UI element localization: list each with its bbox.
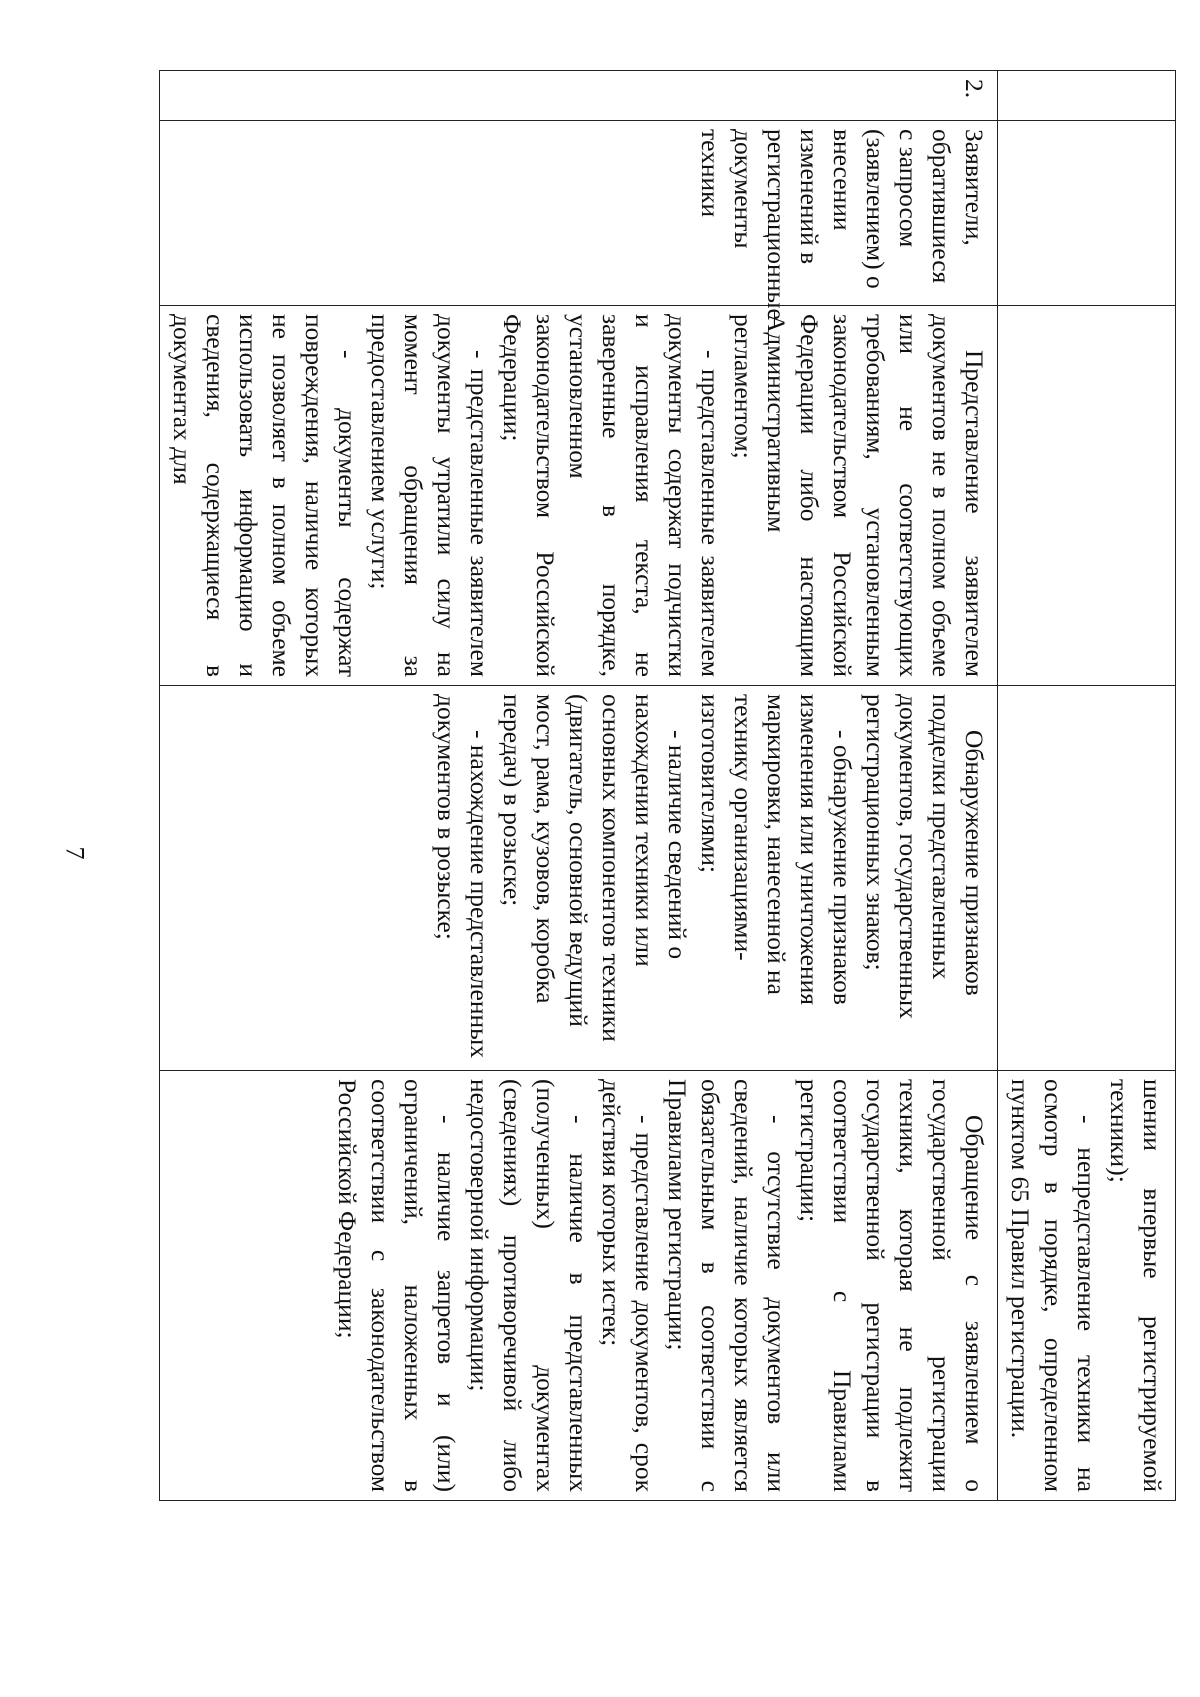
page-number: 7 xyxy=(60,846,90,860)
cell-empty-col4 xyxy=(998,686,1176,1071)
paragraph: - нахождение представленных документов в розыске; xyxy=(432,694,494,1058)
cell-empty-col3 xyxy=(998,306,1176,686)
paragraph: Обнаружение признаков подделки представленных документов, государственных регистрационных знаков; xyxy=(861,694,989,1019)
paragraph: шении впервые регистрируемой техники); xyxy=(1105,1079,1167,1492)
suspension-grounds-cell xyxy=(160,686,998,1071)
paragraph: Представление заявителем документов не в полном объеме или не соответствующих требованиям, установленным законодательством Российской Федерации либо настоящим Административным регламентом; xyxy=(729,314,989,677)
paragraph: - документы содержат повреждения, наличие которых не позволяет в полном объеме использовать информацию и сведения, содержащиеся в документах для xyxy=(168,314,362,677)
paragraph: - обнаружение признаков изменения или уничтожения маркировки, нанесенной на технику организациями-изготовителями; xyxy=(696,694,857,1005)
paragraph: - представление документов, срок действия которых истек; xyxy=(597,1079,659,1492)
requirements-table xyxy=(159,70,1176,1501)
denial-grounds-cell xyxy=(160,1071,998,1501)
cell-continuation-col5 xyxy=(998,1071,1176,1501)
paragraph: - представленные заявителем документы утратили силу на момент обращения за предоставлением услуги; xyxy=(366,314,494,677)
table-row-2 xyxy=(160,71,998,1501)
row-number: 2. xyxy=(160,71,998,121)
applicants-cell: Заявители, обратившиеся с запросом (заявлением) о внесении изменений в регистрационные документы техники xyxy=(160,121,998,306)
refusal-grounds-cell xyxy=(160,306,998,686)
paragraph: - отсутствие документов или сведений, наличие которых является обязательным в соответствии с Правилами регистрации; xyxy=(663,1079,791,1492)
rotated-page-content xyxy=(166,70,1176,1500)
cell-empty-num xyxy=(998,71,1176,121)
paragraph: - наличие в представленных (полученных) документах (сведениях) противоречивой либо недостоверной информации; xyxy=(465,1079,593,1492)
paragraph: - наличие запретов и (или) ограничений, наложенных в соответствии с законодательством Российской Федерации; xyxy=(333,1079,461,1492)
table-row-continuation xyxy=(998,71,1176,1501)
cell-empty-applicants xyxy=(998,121,1176,306)
paragraph: - представленные заявителем документы содержат подчистки и исправления текста, не заверенные в порядке, установленном законодательством Российской Федерации; xyxy=(498,314,725,677)
paragraph: Обращение с заявлением о государственной регистрации техники, которая не подлежит государственной регистрации в соответствии с Правилами регистрации; xyxy=(795,1079,989,1492)
paragraph: - непредставление техники на осмотр в порядке, определенном пунктом 65 Правил регистрации. xyxy=(1006,1079,1101,1492)
paragraph: - наличие сведений о нахождении техники или основных компонентов техники (двигатель, основной ведущий мост, рама, кузовов, коробка передач) в розыске; xyxy=(498,694,692,1042)
